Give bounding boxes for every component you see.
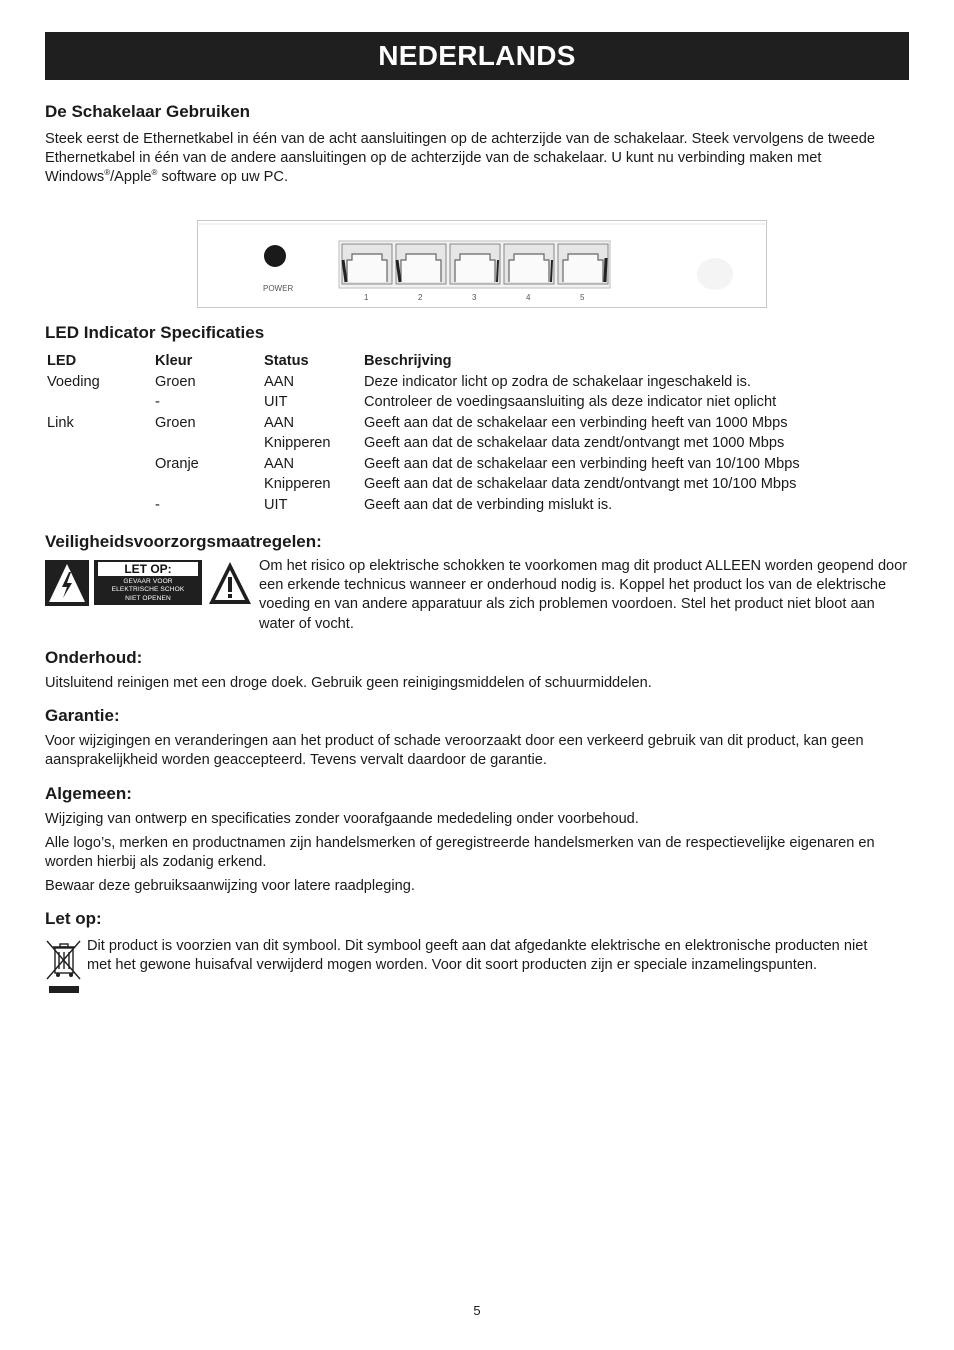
col-status: Status: [264, 353, 309, 370]
cell-status: Knipperen: [264, 435, 331, 452]
safety-text: Om het risico op elektrische schokken te voorkomen mag dit product ALLEEN worden geopend door een erkende technicus wanneer er onderhoud nodig is. Koppel het product los van de elektrische voeding en van andere apparatuur als zich problemen voordoen. Stel het product niet bloot aan water of vocht.: [259, 558, 908, 632]
usage-apple: /Apple: [110, 169, 152, 186]
cell-led: Voeding: [47, 373, 100, 390]
power-button-icon: [264, 245, 286, 267]
cell-status: AAN: [264, 373, 295, 390]
registered-mark: ®: [104, 168, 111, 178]
cell-status: Knipperen: [264, 476, 331, 493]
cell-status: AAN: [264, 455, 295, 472]
cell-led: [47, 474, 155, 495]
port-4-icon: [504, 244, 554, 284]
table-row: [47, 474, 800, 495]
cell-beschrijving: Deze indicator licht op zodra de schakelaar ingeschakeld is.: [364, 373, 751, 390]
maintenance-heading: Onderhoud:: [45, 648, 143, 667]
port-3-icon: [450, 244, 500, 284]
cell-led: [47, 392, 155, 413]
usage-heading: De Schakelaar Gebruiken: [45, 102, 251, 121]
safety-paragraph: [45, 557, 911, 634]
general-text-2: Alle logo’s, merken en productnamen zijn handelsmerken of geregistreerde handelsmerken van de respectievelijke eigenaren en worden hierbij als zodanig erkend.: [45, 835, 875, 871]
usage-text: Steek eerst de Ethernetkabel in één van de acht aansluitingen op de achterzijde van de schakelaar. Steek vervolgens de tweede Ethernetkabel in één van de andere aansluitingen op de achterzijde van de schakelaar. U kunt nu verbinding maken met Windows: [45, 131, 875, 186]
warranty-heading: Garantie:: [45, 706, 120, 725]
switch-front-illustration: [197, 220, 767, 308]
warranty-text: Voor wijzigingen en veranderingen aan het product of schade veroorzaakt door een verkeerd gebruik van dit product, kan geen aansprakelijkheid worden geaccepteerd. Tevens vervalt daardoor de garantie.: [45, 733, 864, 769]
cell-beschrijving: Geeft aan dat de schakelaar data zendt/ontvangt met 10/100 Mbps: [364, 476, 797, 493]
table-row: [47, 495, 800, 516]
col-led: LED: [47, 353, 77, 370]
cell-kleur: [155, 474, 264, 495]
general-heading: Algemeen:: [45, 784, 132, 803]
power-label: POWER: [263, 284, 294, 293]
cell-led: [47, 495, 155, 516]
cell-beschrijving: Geeft aan dat de schakelaar een verbinding heeft van 10/100 Mbps: [364, 455, 800, 472]
cell-kleur: -: [155, 496, 160, 513]
led-spec-table: [47, 351, 800, 515]
maintenance-text: Uitsluitend reinigen met een droge doek. Gebruik geen reinigingsmiddelen of schuurmiddelen.: [45, 675, 652, 691]
cell-kleur: Groen: [155, 373, 196, 390]
port-5-icon: [558, 244, 608, 284]
attention-heading: Let op:: [45, 909, 102, 928]
general-text-3: Bewaar deze gebruiksaanwijzing voor latere raadpleging.: [45, 878, 415, 894]
cell-led: [47, 433, 155, 454]
table-row: [47, 392, 800, 413]
usage-paragraph: [45, 130, 900, 188]
cell-beschrijving: Geeft aan dat de schakelaar data zendt/ontvangt met 1000 Mbps: [364, 435, 785, 452]
table-row: [47, 413, 800, 434]
page-number: 5: [473, 1303, 481, 1318]
banner-title: NEDERLANDS: [378, 40, 576, 71]
table-row: [47, 454, 800, 475]
caution-line-2: ELEKTRISCHE SCHOK: [111, 586, 185, 594]
usage-text-end: software op uw PC.: [157, 169, 288, 186]
port-1-icon: [342, 244, 392, 284]
cell-beschrijving: Geeft aan dat de schakelaar een verbinding heeft van 1000 Mbps: [364, 414, 788, 431]
led-table-header: [47, 351, 800, 372]
port-2-icon: [396, 244, 446, 284]
cell-kleur: Oranje: [155, 455, 199, 472]
cell-beschrijving: Geeft aan dat de verbinding mislukt is.: [364, 496, 613, 513]
port-label-5: 5: [580, 293, 585, 302]
caution-title: LET OP:: [98, 562, 198, 576]
safety-heading: Veiligheidsvoorzorgsmaatregelen:: [45, 532, 322, 551]
led-heading: LED Indicator Specificaties: [45, 323, 265, 342]
cell-led: Link: [47, 414, 74, 431]
attention-text: Dit product is voorzien van dit symbool. Dit symbool geeft aan dat afgedankte elektrische en elektronische producten niet met het gewone huisafval verwijderd mogen worden. Voor dit soort producten zijn er speciale inzamelingspunten.: [87, 938, 868, 974]
language-banner: [45, 32, 909, 80]
port-label-2: 2: [418, 293, 423, 302]
registered-mark: ®: [151, 168, 158, 178]
table-row: [47, 433, 800, 454]
col-kleur: Kleur: [155, 353, 193, 370]
cell-kleur: Groen: [155, 414, 196, 431]
cell-kleur: [155, 433, 264, 454]
port-label-1: 1: [364, 293, 369, 302]
table-row: [47, 372, 800, 393]
col-beschrijving: Beschrijving: [364, 353, 452, 370]
cell-led: [47, 454, 155, 475]
cell-kleur: -: [155, 394, 160, 411]
caution-line-1: GEVAAR VOOR: [123, 578, 173, 585]
general-text-1: Wijziging van ontwerp en specificaties zonder voorafgaande mededeling onder voorbehoud.: [45, 811, 639, 827]
weee-crossed-bin-icon: [46, 939, 82, 995]
cell-status: UIT: [264, 496, 288, 513]
cell-status: AAN: [264, 414, 295, 431]
caution-line-3: NIET OPENEN: [125, 594, 171, 602]
port-label-4: 4: [526, 293, 531, 302]
ethernet-ports: [339, 241, 610, 288]
cell-beschrijving: Controleer de voedingsaansluiting als deze indicator niet oplicht: [364, 394, 777, 411]
cell-status: UIT: [264, 394, 288, 411]
port-label-3: 3: [472, 293, 477, 302]
